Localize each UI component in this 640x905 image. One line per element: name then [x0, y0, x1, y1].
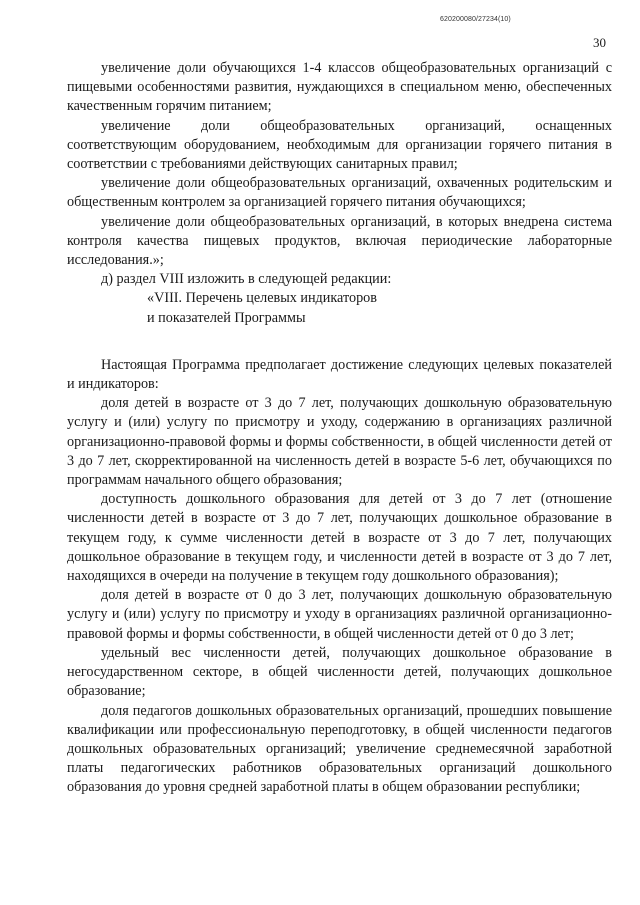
document-code: 620200080/27234(10) — [440, 16, 511, 23]
section-heading-line-1: «VIII. Перечень целевых индикаторов — [147, 290, 377, 307]
paragraph: доля детей в возрасте от 0 до 3 лет, получающих дошкольную образовательную услугу и (или) услугу по присмотру и уходу в организациях различной организационно-правовой формы и формы собственности, в общей численности детей от 0 до 3 лет; — [67, 587, 612, 642]
paragraph: увеличение доли обучающихся 1-4 классов общеобразовательных организаций с пищевыми особенностями развития, нуждающихся в специальном меню, обеспеченных качественным горячим питанием; — [67, 60, 612, 115]
paragraph: увеличение доли общеобразовательных организаций, оснащенных соответствующим оборудованием, необходимым для организации горячего питания в соответствии с требованиями действующих санитарных правил; — [67, 117, 612, 173]
paragraph: Настоящая Программа предполагает достижение следующих целевых показателей и индикаторов: — [67, 356, 612, 393]
paragraph: удельный вес численности детей, получающих дошкольное образование в негосударственном секторе, в общей численности детей, получающих дошкольное образование; — [67, 644, 612, 700]
paragraph: д) раздел VIII изложить в следующей редакции: — [101, 271, 392, 288]
paragraph: доступность дошкольного образования для детей от 3 до 7 лет (отношение численности детей в возрасте от 3 до 7 лет, получающих дошкольное образование в текущем году, к сумме численности детей в возрасте от 3 до 7 лет, получающих дошкольное образование в текущем году, и численности детей в возрасте от 3 до 7 лет, находящихся в очереди на получение в текущем году дошкольного образования); — [67, 491, 612, 585]
paragraph: доля детей в возрасте от 3 до 7 лет, получающих дошкольную образовательную услугу и (или) услугу по присмотру и уходу, содержанию в организациях различной организационно-правовой формы и формы собственности, в общей численности детей от 3 до 7 лет, скорректированной на численность детей в возрасте 5-6 лет, обучающихся по программам начального общего образования; — [67, 395, 612, 489]
section-heading-line-2: и показателей Программы — [147, 309, 306, 326]
document-body — [67, 59, 612, 798]
paragraph: увеличение доли общеобразовательных организаций, в которых внедрена система контроля качества пищевых продуктов, включая периодические лабораторные исследования.»; — [67, 213, 612, 269]
spacer — [67, 328, 612, 356]
paragraph: доля педагогов дошкольных образовательных организаций, прошедших повышение квалификации или профессиональную переподготовку, в общей численности педагогов дошкольных образовательных организаций; увеличение среднемесячной заработной платы педагогических работников образовательных организаций дошкольного образования до уровня средней заработной платы в общем образовании республики; — [67, 702, 612, 796]
paragraph: увеличение доли общеобразовательных организаций, охваченных родительским и общественным контролем за организацией горячего питания обучающихся; — [67, 175, 612, 211]
page-number: 30 — [593, 35, 606, 50]
